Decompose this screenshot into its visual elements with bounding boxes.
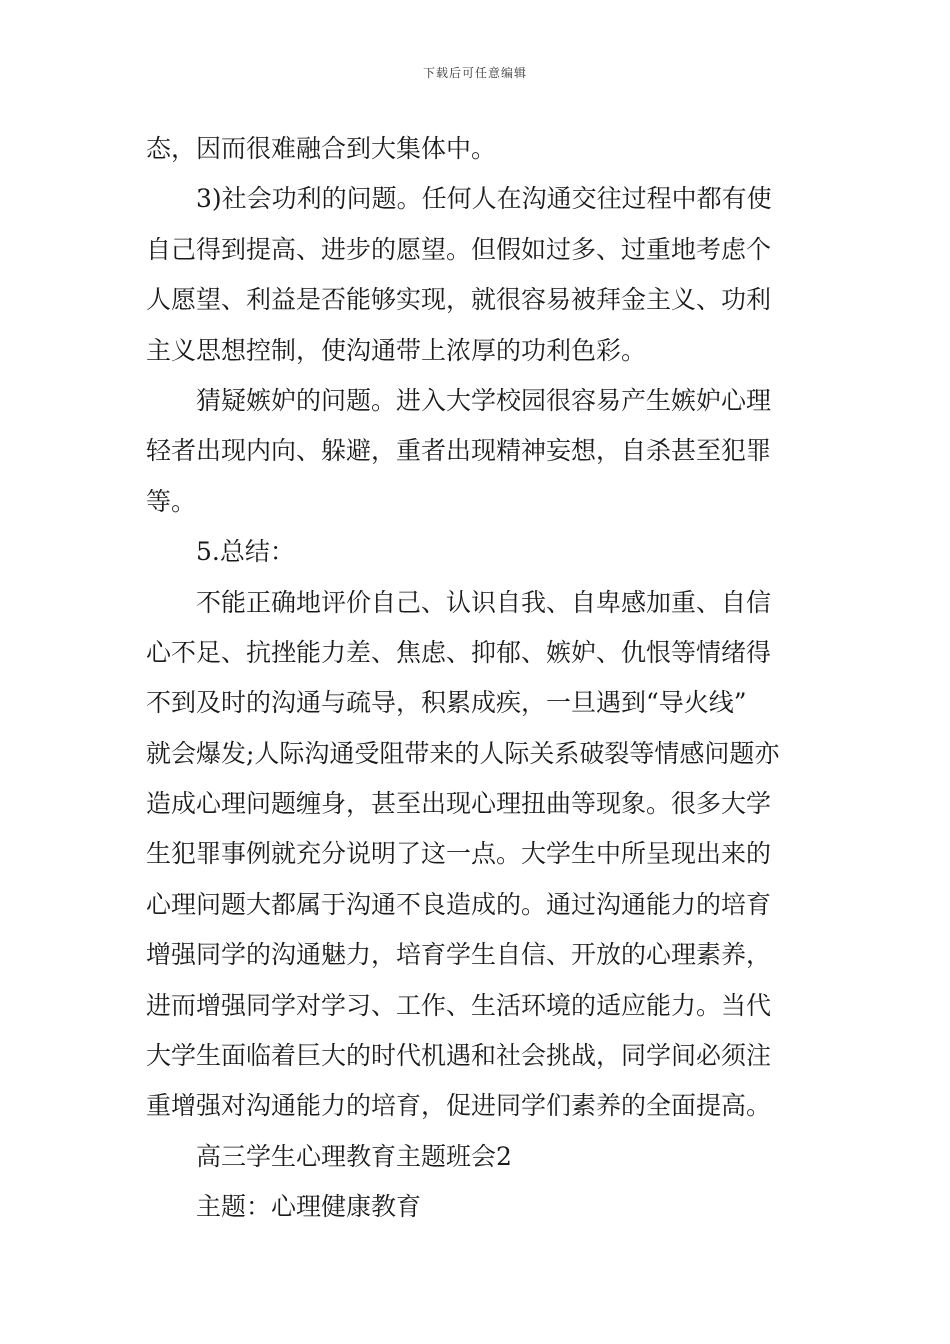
document-title: 高三学生心理教育主题班会2 [196,1141,512,1171]
document-body [146,124,810,1233]
text-line: 重增强对沟通能力的培育，促进同学们素养的全面提高。 [146,1091,772,1121]
text-line: 态，因而很难融合到大集体中。 [146,134,497,163]
text-line: 心不足、抗挫能力差、焦虑、抑郁、嫉妒、仇恨等情绪得 [146,637,772,667]
text-line: 增强同学的沟通魅力，培育学生自信、开放的心理素养， [146,940,772,970]
text-line: 进而增强同学对学习、工作、生活环境的适应能力。当代 [146,990,772,1020]
text-line: 轻者出现内向、躲避，重者出现精神妄想，自杀甚至犯罪 [146,436,772,466]
text-line: 不能正确地评价自己、认识自我、自卑感加重、自信 [196,587,772,617]
text-line: 生犯罪事例就充分说明了这一点。大学生中所呈现出来的 [146,839,772,869]
text-line: 不到及时的沟通与疏导，积累成疾，一旦遇到“导火线” [146,688,747,718]
theme-line: 主题：心理健康教育 [196,1192,422,1222]
section-heading: 5.总结： [196,537,295,567]
text-line: 造成心理问题缠身，甚至出现心理扭曲等现象。很多大学 [146,789,772,819]
text-line: 人愿望、利益是否能够实现，就很容易被拜金主义、功利 [146,285,772,315]
text-line: 自己得到提高、进步的愿望。但假如过多、过重地考虑个 [146,234,772,264]
text-line: 主义思想控制，使沟通带上浓厚的功利色彩。 [146,335,647,365]
text-line: 心理问题大都属于沟通不良造成的。通过沟通能力的培育 [146,889,772,919]
text-line: 就会爆发;人际沟通受阻带来的人际关系破裂等情感问题亦 [146,738,780,768]
page-header: 下载后可任意编辑 [422,66,527,80]
text-line: 等。 [146,486,197,516]
text-line: 3)社会功利的问题。任何人在沟通交往过程中都有使 [196,184,772,214]
text-line: 大学生面临着巨大的时代机遇和社会挑战，同学间必须注 [146,1041,772,1071]
text-line: 猜疑嫉妒的问题。进入大学校园很容易产生嫉妒心理 [196,385,772,415]
